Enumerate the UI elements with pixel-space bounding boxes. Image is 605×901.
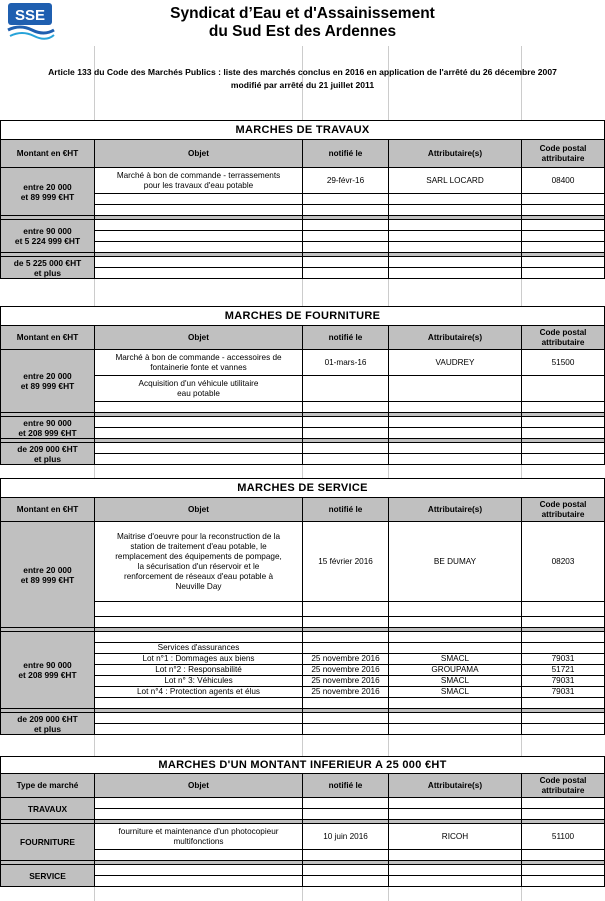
lot-attributaire: GROUPAMA: [389, 665, 522, 676]
range-line: et plus: [34, 453, 61, 464]
organization-title: [0, 5, 605, 41]
range-line: de 5 225 000 €HT: [13, 257, 82, 268]
range-line: et 208 999 €HT: [18, 427, 77, 438]
objet-line: station de traitement d'eau potable, le: [130, 541, 267, 551]
col-objet-header: Objet: [95, 140, 303, 168]
service-section-title: MARCHES DE SERVICE: [1, 479, 605, 498]
inferieur-row1-date: 10 juin 2016: [303, 824, 389, 850]
lot-cp: 51721: [522, 665, 605, 676]
service-range-1: [1, 522, 95, 628]
range-line: entre 20 000: [23, 181, 72, 192]
range-line: entre 90 000: [23, 417, 72, 428]
col-attributaire-header: Attributaire(s): [389, 326, 522, 350]
objet-line: Neuville Day: [175, 581, 222, 591]
lot-attributaire: SMACL: [389, 654, 522, 665]
col-attributaire-header: Attributaire(s): [389, 498, 522, 522]
col-notifie-header: notifié le: [303, 774, 389, 798]
code-header-line-2: attributaire: [541, 337, 585, 347]
objet-line: renforcement de réseaux d'eau potable à: [123, 571, 274, 581]
type-fourniture: FOURNITURE: [1, 824, 95, 861]
col-objet-header: Objet: [95, 498, 303, 522]
objet-line: remplacement des équipements de pompage,: [115, 551, 282, 561]
service-range-3: [1, 713, 95, 735]
lot-cp: 79031: [522, 654, 605, 665]
range-line: et plus: [34, 723, 61, 734]
objet-line: Marché à bon de commande - terrassements: [116, 170, 281, 180]
service-row1-cp: 08203: [522, 522, 605, 602]
intro-line-2: modifié par arrêté du 21 juillet 2011: [230, 80, 375, 90]
service-assurances-title: Services d'assurances: [95, 643, 303, 654]
col-notifie-header: notifié le: [303, 140, 389, 168]
travaux-range-2: [1, 220, 95, 253]
objet-line: eau potable: [177, 388, 220, 398]
lot-date: 25 novembre 2016: [303, 665, 389, 676]
fourniture-range-2: [1, 417, 95, 439]
objet-line: multifonctions: [173, 836, 224, 846]
lot-date: 25 novembre 2016: [303, 676, 389, 687]
code-header-line-1: Code postal: [539, 499, 587, 509]
type-travaux: TRAVAUX: [1, 798, 95, 820]
range-line: entre 90 000: [23, 226, 72, 236]
code-header-line-2: attributaire: [541, 785, 585, 795]
service-table: [0, 478, 605, 735]
lot-date: 25 novembre 2016: [303, 687, 389, 698]
fourniture-row1-objet: [95, 350, 303, 376]
col-objet-header: Objet: [95, 326, 303, 350]
title-line-2: du Sud Est des Ardennes: [208, 23, 397, 40]
col-objet-header: Objet: [95, 774, 303, 798]
intro-line-1: Article 133 du Code des Marchés Publics : liste des marchés conclus en 2016 en application de l'arrêté du 26 décembre 2007: [48, 67, 557, 77]
fourniture-range-3: [1, 443, 95, 465]
code-header-line-2: attributaire: [541, 153, 585, 163]
range-line: et 5 224 999 €HT: [14, 236, 81, 246]
range-line: entre 90 000: [23, 660, 72, 670]
code-header-line-1: Code postal: [539, 327, 587, 337]
objet-line: Maitrise d'oeuvre pour la reconstruction de la: [116, 531, 281, 541]
fourniture-row2-objet: [95, 376, 303, 402]
travaux-row1-attributaire: SARL LOCARD: [389, 168, 522, 194]
service-row1-date: 15 février 2016: [303, 522, 389, 602]
inferieur-section-title: MARCHES D'UN MONTANT INFERIEUR A 25 000 €HT: [1, 757, 605, 774]
col-amount-header: Montant en €HT: [1, 326, 95, 350]
col-attributaire-header: Attributaire(s): [389, 774, 522, 798]
travaux-row1-date: 29-févr-16: [303, 168, 389, 194]
travaux-range-1: [1, 168, 95, 216]
range-line: entre 20 000: [23, 371, 72, 381]
service-row1-attributaire: BE DUMAY: [389, 522, 522, 602]
lot-cp: 79031: [522, 676, 605, 687]
col-notifie-header: notifié le: [303, 498, 389, 522]
range-line: et 89 999 €HT: [20, 574, 75, 585]
col-attributaire-header: Attributaire(s): [389, 140, 522, 168]
col-code-header: [522, 326, 605, 350]
col-code-header: [522, 774, 605, 798]
objet-line: la sécurisation d'un réservoir et le: [137, 561, 260, 571]
code-header-line-1: Code postal: [539, 143, 587, 153]
objet-line: Marché à bon de commande - accessoires de: [115, 352, 282, 362]
travaux-range-3: [1, 257, 95, 279]
logo-text: SSE: [14, 7, 46, 24]
fourniture-row1-cp: 51500: [522, 350, 605, 376]
fourniture-table: [0, 306, 605, 465]
document-header: [0, 0, 605, 46]
range-line: de 209 000 €HT: [17, 443, 78, 454]
objet-line: pour les travaux d'eau potable: [143, 180, 254, 190]
fourniture-row1-date: 01-mars-16: [303, 350, 389, 376]
lot-objet: Lot n° 3: Véhicules: [95, 676, 303, 687]
col-amount-header: Montant en €HT: [1, 498, 95, 522]
travaux-row1-objet: [95, 168, 303, 194]
lot-objet: Lot n°1 : Dommages aux biens: [95, 654, 303, 665]
objet-line: fourniture et maintenance d'un photocopieur: [118, 826, 279, 836]
intro-text: [0, 66, 605, 92]
range-line: et 208 999 €HT: [18, 670, 77, 680]
col-amount-header: Montant en €HT: [1, 140, 95, 168]
range-line: de 209 000 €HT: [17, 713, 78, 724]
code-header-line-1: Code postal: [539, 775, 587, 785]
lot-attributaire: SMACL: [389, 687, 522, 698]
lot-objet: Lot n°2 : Responsabilité: [95, 665, 303, 676]
range-line: et 89 999 €HT: [20, 191, 75, 202]
col-code-header: [522, 140, 605, 168]
col-type-header: Type de marché: [1, 774, 95, 798]
col-notifie-header: notifié le: [303, 326, 389, 350]
fourniture-section-title: MARCHES DE FOURNITURE: [1, 307, 605, 326]
lot-cp: 79031: [522, 687, 605, 698]
range-line: entre 20 000: [23, 564, 72, 575]
col-code-header: [522, 498, 605, 522]
fourniture-range-1: [1, 350, 95, 413]
type-service: SERVICE: [1, 865, 95, 887]
lot-date: 25 novembre 2016: [303, 654, 389, 665]
range-line: et 89 999 €HT: [20, 381, 75, 391]
service-row1-objet: [95, 522, 303, 602]
inferieur-row1-cp: 51100: [522, 824, 605, 850]
travaux-row1-cp: 08400: [522, 168, 605, 194]
travaux-section-title: MARCHES DE TRAVAUX: [1, 121, 605, 140]
code-header-line-2: attributaire: [541, 509, 585, 519]
range-line: et plus: [34, 267, 61, 278]
lot-objet: Lot n°4 : Protection agents et élus: [95, 687, 303, 698]
travaux-table: [0, 120, 605, 279]
fourniture-row1-attributaire: VAUDREY: [389, 350, 522, 376]
objet-line: Acquisition d'un véhicule utilitaire: [138, 378, 259, 388]
lot-attributaire: SMACL: [389, 676, 522, 687]
title-line-1: Syndicat d’Eau et d'Assainissement: [170, 5, 435, 22]
service-range-2: [1, 632, 95, 709]
inferieur-row1-objet: [95, 824, 303, 850]
inferieur-row1-attributaire: RICOH: [389, 824, 522, 850]
objet-line: fontainerie fonte et vannes: [150, 362, 247, 372]
inferieur-table: [0, 756, 605, 887]
